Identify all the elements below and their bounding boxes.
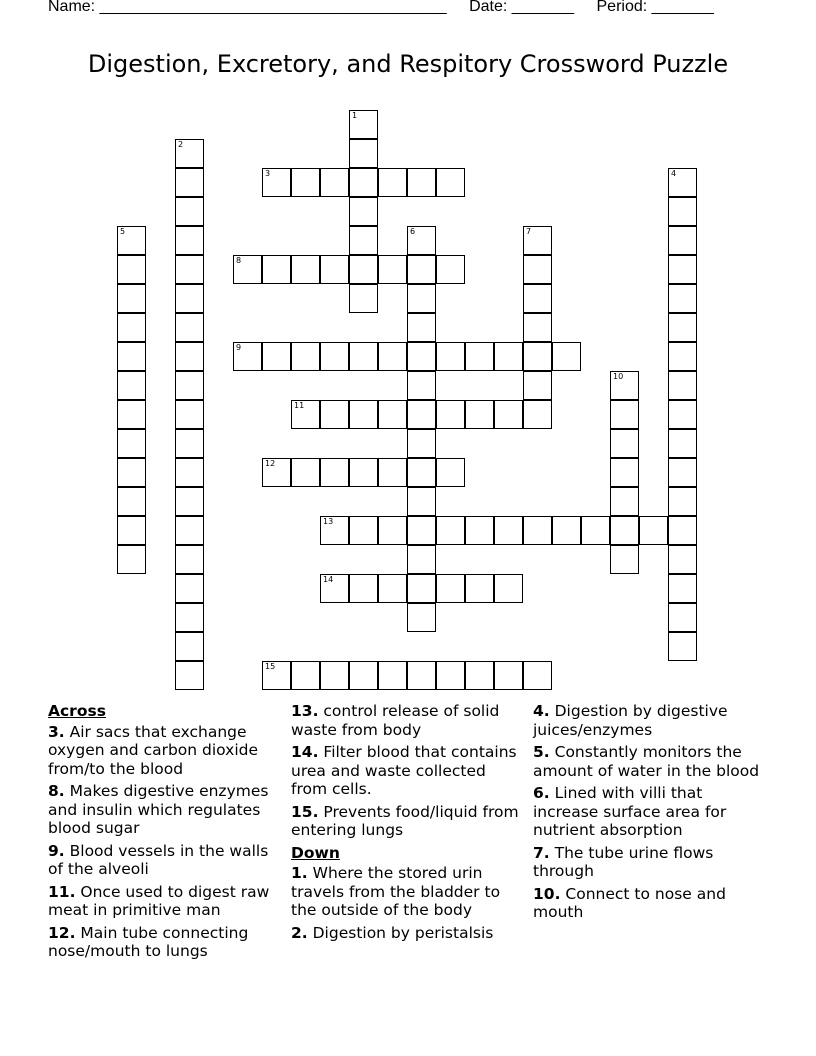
clue-across-9: 9. Blood vessels in the walls of the alveoli: [48, 841, 269, 878]
grid-cell[interactable]: [407, 342, 436, 371]
grid-cell[interactable]: [436, 661, 465, 690]
grid-cell[interactable]: [320, 574, 349, 603]
clue-number: 3: [265, 169, 271, 178]
grid-cell[interactable]: [523, 516, 552, 545]
grid-cell[interactable]: [668, 603, 697, 632]
grid-cell[interactable]: [175, 168, 204, 197]
grid-cell[interactable]: [320, 400, 349, 429]
grid-cell[interactable]: [349, 284, 378, 313]
grid-cell[interactable]: [668, 516, 697, 545]
grid-cell[interactable]: [320, 255, 349, 284]
grid-cell[interactable]: [378, 574, 407, 603]
grid-cell[interactable]: [117, 516, 146, 545]
grid-cell[interactable]: [117, 226, 146, 255]
grid-cell[interactable]: [117, 400, 146, 429]
grid-cell[interactable]: [465, 516, 494, 545]
grid-cell[interactable]: [349, 110, 378, 139]
grid-cell[interactable]: [668, 632, 697, 661]
clue-number: 12: [265, 459, 276, 468]
clue-down-4: 4. Digestion by digestive juices/enzymes: [533, 702, 728, 739]
grid-cell[interactable]: [175, 284, 204, 313]
grid-cell[interactable]: [436, 516, 465, 545]
grid-cell[interactable]: [175, 226, 204, 255]
grid-cell[interactable]: [175, 400, 204, 429]
grid-cell[interactable]: [436, 400, 465, 429]
grid-cell[interactable]: [117, 284, 146, 313]
grid-cell[interactable]: [494, 342, 523, 371]
grid-cell[interactable]: [349, 168, 378, 197]
clue-number: 10: [613, 372, 624, 381]
grid-cell[interactable]: [465, 574, 494, 603]
grid-cell[interactable]: [494, 516, 523, 545]
clue-number: 14: [323, 575, 334, 584]
clue-down-5: 5. Constantly monitors the amount of water in the blood: [533, 743, 760, 780]
clue-number: 9: [236, 343, 242, 352]
grid-cell[interactable]: [552, 516, 581, 545]
grid-cell[interactable]: [378, 661, 407, 690]
grid-cell[interactable]: [407, 226, 436, 255]
grid-cell[interactable]: [117, 545, 146, 574]
grid-cell[interactable]: [291, 458, 320, 487]
clue-number: 7: [526, 227, 532, 236]
grid-cell[interactable]: [349, 400, 378, 429]
grid-cell[interactable]: [639, 516, 668, 545]
grid-cell[interactable]: [523, 284, 552, 313]
clue-across-14: 14. Filter blood that contains urea and waste collected from cells.: [291, 743, 517, 798]
grid-cell[interactable]: [175, 516, 204, 545]
grid-cell[interactable]: [494, 574, 523, 603]
clue-down-7: 7. The tube urine flows through: [533, 843, 714, 880]
grid-cell[interactable]: [668, 545, 697, 574]
clue-number: 11: [294, 401, 305, 410]
grid-cell[interactable]: [610, 429, 639, 458]
grid-cell[interactable]: [291, 400, 320, 429]
grid-cell[interactable]: [407, 313, 436, 342]
grid-cell[interactable]: [320, 168, 349, 197]
grid-cell[interactable]: [494, 661, 523, 690]
grid-cell[interactable]: [407, 603, 436, 632]
grid-cell[interactable]: [175, 603, 204, 632]
clue-across-3: 3. Air sacs that exchange oxygen and carbon dioxide from/to the blood: [48, 722, 259, 778]
grid-cell[interactable]: [436, 574, 465, 603]
grid-cell[interactable]: [349, 197, 378, 226]
grid-cell[interactable]: [668, 458, 697, 487]
grid-cell[interactable]: [378, 458, 407, 487]
grid-cell[interactable]: [117, 342, 146, 371]
grid-cell[interactable]: [407, 371, 436, 400]
grid-cell[interactable]: [349, 139, 378, 168]
grid-cell[interactable]: [320, 342, 349, 371]
clue-across-8: 8. Makes digestive enzymes and insulin which regulates blood sugar: [48, 782, 269, 837]
grid-cell[interactable]: [668, 574, 697, 603]
date-field[interactable]: Date: _______: [469, 0, 575, 15]
clue-across-13: 13. control release of solid waste from body: [291, 702, 500, 739]
clue-across-15: 15. Prevents food/liquid from entering lungs: [291, 802, 519, 839]
grid-cell[interactable]: [175, 545, 204, 574]
clue-down-2: 2. Digestion by peristalsis: [291, 923, 494, 942]
grid-cell[interactable]: [349, 458, 378, 487]
grid-cell[interactable]: [436, 255, 465, 284]
clue-number: 5: [120, 227, 126, 236]
name-field[interactable]: Name: _______________________________________: [48, 0, 447, 15]
clue-number: 1: [352, 111, 358, 120]
grid-cell[interactable]: [175, 139, 204, 168]
grid-cell[interactable]: [117, 313, 146, 342]
grid-cell[interactable]: [175, 342, 204, 371]
grid-cell[interactable]: [175, 255, 204, 284]
grid-cell[interactable]: [262, 255, 291, 284]
grid-cell[interactable]: [291, 168, 320, 197]
clue-number: 6: [410, 227, 416, 236]
grid-cell[interactable]: [378, 400, 407, 429]
clues-column-3: [533, 702, 765, 926]
grid-cell[interactable]: [175, 661, 204, 690]
grid-cell[interactable]: [262, 342, 291, 371]
grid-cell[interactable]: [668, 371, 697, 400]
grid-cell[interactable]: [117, 255, 146, 284]
grid-cell[interactable]: [320, 661, 349, 690]
grid-cell[interactable]: [291, 661, 320, 690]
page-title: Digestion, Excretory, and Respitory Crossword Puzzle: [87, 50, 729, 78]
grid-cell[interactable]: [610, 487, 639, 516]
grid-cell[interactable]: [668, 429, 697, 458]
grid-cell[interactable]: [320, 516, 349, 545]
grid-cell[interactable]: [465, 400, 494, 429]
grid-cell[interactable]: [668, 400, 697, 429]
grid-cell[interactable]: [407, 284, 436, 313]
grid-cell[interactable]: [581, 516, 610, 545]
grid-cell[interactable]: [262, 168, 291, 197]
grid-cell[interactable]: [291, 342, 320, 371]
grid-cell[interactable]: [349, 516, 378, 545]
grid-cell[interactable]: [175, 197, 204, 226]
clue-number: 15: [265, 662, 276, 671]
grid-cell[interactable]: [610, 400, 639, 429]
grid-cell[interactable]: [610, 516, 639, 545]
grid-cell[interactable]: [465, 661, 494, 690]
clue-across-11: 11. Once used to digest raw meat in primitive man: [48, 882, 270, 919]
grid-cell[interactable]: [378, 516, 407, 545]
grid-cell[interactable]: [523, 400, 552, 429]
grid-cell[interactable]: [175, 574, 204, 603]
grid-cell[interactable]: [668, 284, 697, 313]
grid-cell[interactable]: [407, 574, 436, 603]
grid-cell[interactable]: [407, 458, 436, 487]
grid-cell[interactable]: [407, 255, 436, 284]
grid-cell[interactable]: [233, 255, 262, 284]
grid-cell[interactable]: [407, 400, 436, 429]
grid-cell[interactable]: [175, 487, 204, 516]
grid-cell[interactable]: [320, 458, 349, 487]
grid-cell[interactable]: [407, 516, 436, 545]
clue-number: 13: [323, 517, 334, 526]
grid-cell[interactable]: [523, 342, 552, 371]
period-field[interactable]: Period: _______: [596, 0, 714, 15]
grid-cell[interactable]: [175, 313, 204, 342]
grid-cell[interactable]: [378, 342, 407, 371]
grid-cell[interactable]: [117, 458, 146, 487]
grid-cell[interactable]: [668, 168, 697, 197]
grid-cell[interactable]: [175, 429, 204, 458]
grid-cell[interactable]: [436, 458, 465, 487]
grid-cell[interactable]: [262, 661, 291, 690]
grid-cell[interactable]: [349, 661, 378, 690]
clue-number: 2: [178, 140, 184, 149]
grid-cell[interactable]: [117, 429, 146, 458]
grid-cell[interactable]: [668, 197, 697, 226]
clues-column-1: [48, 702, 280, 965]
grid-cell[interactable]: [494, 400, 523, 429]
down-heading: Down: [291, 843, 340, 862]
grid-cell[interactable]: [117, 487, 146, 516]
grid-cell[interactable]: [349, 226, 378, 255]
grid-cell[interactable]: [523, 661, 552, 690]
grid-cell[interactable]: [552, 342, 581, 371]
grid-cell[interactable]: [407, 429, 436, 458]
grid-cell[interactable]: [262, 458, 291, 487]
grid-cell[interactable]: [349, 342, 378, 371]
grid-cell[interactable]: [465, 342, 494, 371]
clue-down-6: 6. Lined with villi that increase surface area for nutrient absorption: [533, 784, 727, 839]
grid-cell[interactable]: [407, 545, 436, 574]
grid-cell[interactable]: [610, 545, 639, 574]
across-heading: Across: [48, 702, 106, 720]
clue-number: 8: [236, 256, 242, 265]
grid-cell[interactable]: [378, 255, 407, 284]
grid-cell[interactable]: [523, 313, 552, 342]
grid-cell[interactable]: [668, 255, 697, 284]
grid-cell[interactable]: [523, 226, 552, 255]
grid-cell[interactable]: [117, 371, 146, 400]
grid-cell[interactable]: [523, 255, 552, 284]
grid-cell[interactable]: [610, 458, 639, 487]
grid-cell[interactable]: [523, 371, 552, 400]
grid-cell[interactable]: [378, 168, 407, 197]
grid-cell[interactable]: [668, 487, 697, 516]
clue-across-12: 12. Main tube connecting nose/mouth to lungs: [48, 923, 249, 960]
grid-cell[interactable]: [175, 458, 204, 487]
grid-cell[interactable]: [175, 632, 204, 661]
grid-cell[interactable]: [175, 371, 204, 400]
clue-down-10: 10. Connect to nose and mouth: [533, 884, 726, 921]
grid-cell[interactable]: [349, 574, 378, 603]
grid-cell[interactable]: [668, 226, 697, 255]
grid-cell[interactable]: [407, 168, 436, 197]
grid-cell[interactable]: [407, 487, 436, 516]
grid-cell[interactable]: [436, 168, 465, 197]
grid-cell[interactable]: [349, 255, 378, 284]
grid-cell[interactable]: [291, 255, 320, 284]
grid-cell[interactable]: [233, 342, 262, 371]
clues-column-2: [291, 702, 523, 946]
grid-cell[interactable]: [436, 342, 465, 371]
grid-cell[interactable]: [407, 661, 436, 690]
clue-number: 4: [671, 169, 677, 178]
grid-cell[interactable]: [668, 342, 697, 371]
clue-down-1: 1. Where the stored urin travels from the bladder to the outside of the body: [291, 864, 501, 919]
grid-cell[interactable]: [610, 371, 639, 400]
grid-cell[interactable]: [668, 313, 697, 342]
